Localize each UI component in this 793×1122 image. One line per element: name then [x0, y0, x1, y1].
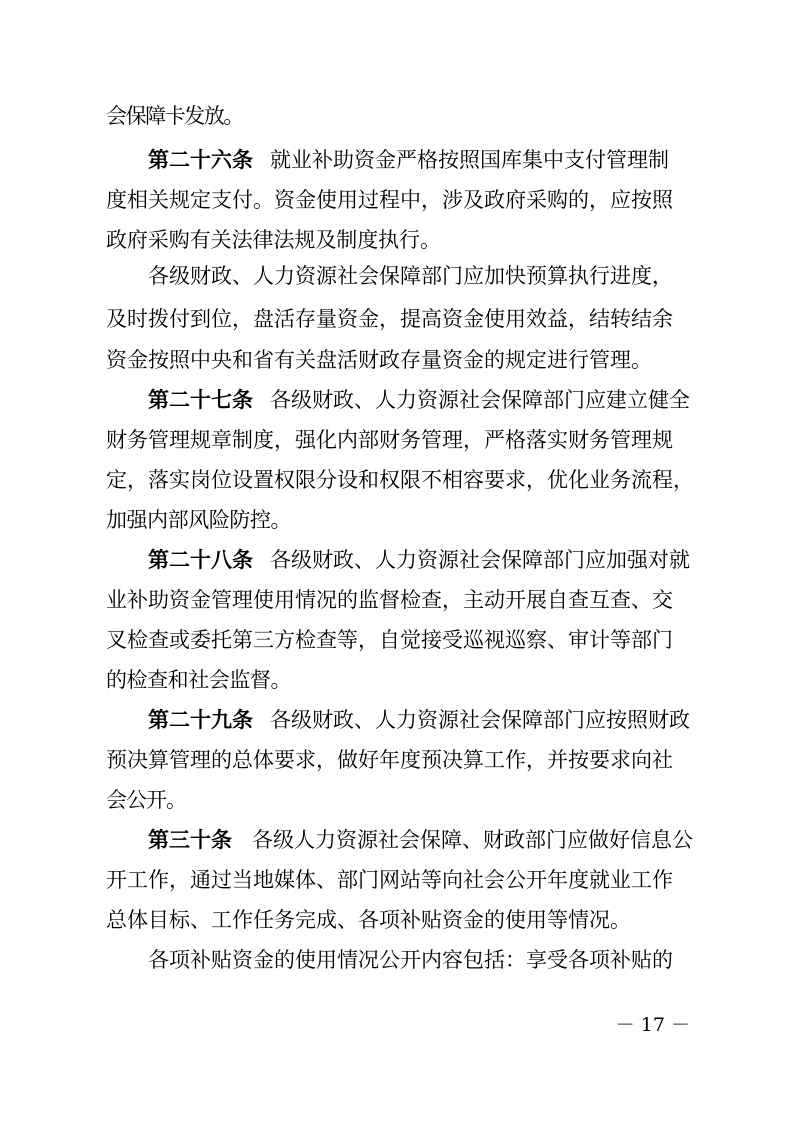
- article-heading-line: [0, 540, 793, 580]
- article-heading-line: [0, 820, 793, 860]
- line-text: 总体目标、工作任务完成、各项补贴资金的使用等情况。: [106, 908, 631, 932]
- text-line: [0, 900, 793, 940]
- line-text: 及时拨付到位，盘活存量资金，提高资金使用效益，结转结余: [106, 307, 673, 331]
- line-text: 各级财政、人力资源社会保障部门应按照财政: [270, 708, 690, 732]
- text-line: [0, 256, 793, 296]
- text-line: [0, 780, 793, 820]
- article-number: 第二十六条: [148, 148, 253, 172]
- text-line: [0, 500, 793, 540]
- line-text: 预决算管理的总体要求，做好年度预决算工作，并按要求向社: [106, 748, 673, 772]
- line-text: 度相关规定支付。资金使用过程中，涉及政府采购的，应按照: [106, 188, 673, 212]
- line-text: 加强内部风险防控。: [106, 508, 291, 532]
- article-heading-line: [0, 700, 793, 740]
- text-line: [0, 940, 793, 980]
- line-text: 会保障卡发放。: [106, 104, 243, 128]
- line-text: 会公开。: [106, 788, 186, 812]
- text-line: [0, 620, 793, 660]
- text-line: [0, 420, 793, 460]
- line-text: 业补助资金管理使用情况的监督检查，主动开展自查互查、交: [106, 588, 673, 612]
- line-text: 各级财政、人力资源社会保障部门应加强对就: [270, 548, 690, 572]
- line-text: 叉检查或委托第三方检查等，自觉接受巡视巡察、审计等部门: [106, 628, 673, 652]
- text-line: [0, 220, 793, 260]
- article-heading-line: [0, 380, 793, 420]
- line-text: 政府采购有关法律法规及制度执行。: [106, 228, 441, 252]
- text-line: [0, 580, 793, 620]
- article-number: 第二十九条: [148, 708, 253, 732]
- line-text: 各级人力资源社会保障、财政部门应做好信息公: [252, 828, 693, 852]
- line-text: 各级财政、人力资源社会保障部门应建立健全: [270, 388, 690, 412]
- page-number: － 17 －: [615, 1014, 690, 1036]
- line-text: 各级财政、人力资源社会保障部门应加快预算执行进度，: [148, 264, 673, 288]
- line-text: 资金按照中央和省有关盘活财政存量资金的规定进行管理。: [106, 348, 652, 372]
- text-line: [0, 340, 793, 380]
- text-line: [0, 660, 793, 700]
- article-number: 第三十条: [148, 828, 232, 852]
- text-line: [0, 740, 793, 780]
- line-text: 定，落实岗位设置权限分设和权限不相容要求，优化业务流程，: [106, 468, 694, 492]
- line-text: 各项补贴资金的使用情况公开内容包括：享受各项补贴的: [148, 948, 673, 972]
- article-heading-line: [0, 140, 793, 180]
- line-text: 的检查和社会监督。: [106, 668, 291, 692]
- text-line: [0, 860, 793, 900]
- line-text: 开工作，通过当地媒体、部门网站等向社会公开年度就业工作: [106, 868, 673, 892]
- text-line: [0, 96, 793, 136]
- text-line: [0, 180, 793, 220]
- line-text: 就业补助资金严格按照国库集中支付管理制: [270, 148, 669, 172]
- line-text: 财务管理规章制度，强化内部财务管理，严格落实财务管理规: [106, 428, 673, 452]
- text-line: [0, 460, 793, 500]
- text-line: [0, 299, 793, 339]
- article-number: 第二十七条: [148, 388, 253, 412]
- article-number: 第二十八条: [148, 548, 253, 572]
